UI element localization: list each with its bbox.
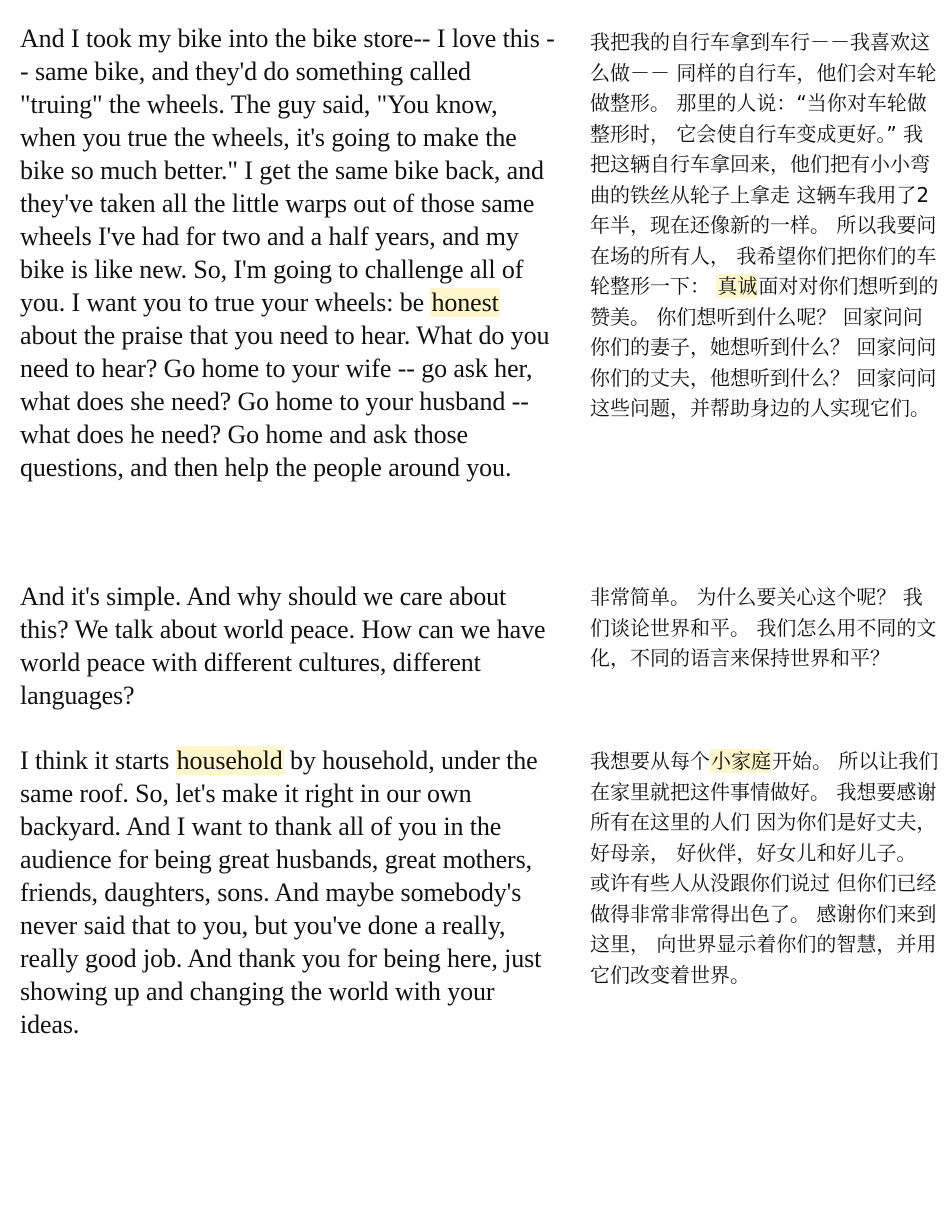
highlighted-word[interactable]: household (176, 746, 283, 775)
highlighted-word[interactable]: honest (431, 288, 499, 317)
english-text: by household, under the same roof. So, let's make it right in our own backyard. And I want to thank all of you in the audience for being great husbands, great mothers, friends, daughters, sons. And maybe somebody's never said that to you, but you've done a really, really good job. And thank you for being here, just showing up and changing the world with your ideas. (20, 746, 542, 1039)
chinese-paragraph (590, 582, 942, 674)
english-text: And I took my bike into the bike store-- I love this -- same bike, and they'd do something called "truing" the wheels. The guy said, "You know, when you true the wheels, it's going to make the bike so much better." I get the same bike back, and they've taken all the little warps out of those same wheels I've had for two and a half years, and my bike is like new. So, I'm going to challenge all of you. I want you to true your wheels: be (20, 24, 555, 317)
chinese-text: 非常简单。 为什么要关心这个呢？ 我们谈论世界和平。 我们怎么用不同的文化，不同的语言来保持世界和平？ (590, 585, 937, 670)
highlighted-word[interactable]: 真诚 (717, 274, 758, 298)
chinese-text: 开始。 所以让我们在家里就把这件事情做好。 我想要感谢所有在这里的人们 因为你们是好丈夫，好母亲， 好伙伴，好女儿和好儿子。 或许有些人从没跟你们说过 但你们已经做得非常非常得出色了。 感谢你们来到这里， 向世界显示着你们的智慧，并用它们改变着世界。 (590, 749, 939, 987)
chinese-text: 我想要从每个 (590, 749, 710, 773)
english-text: I think it starts (20, 746, 176, 775)
english-paragraph (20, 22, 556, 484)
english-paragraph (20, 580, 556, 712)
chinese-text: 面对对你们想听到的赞美。 你们想听到什么呢？ 回家问问你们的妻子，她想听到什么？ 回家问问你们的丈夫，他想听到什么？ 回家问问这些问题，并帮助身边的人实现它们。 (590, 274, 939, 420)
chinese-paragraph (590, 27, 942, 424)
highlighted-word[interactable]: 小家庭 (711, 749, 771, 773)
english-text: And it's simple. And why should we care about this? We talk about world peace. How can we have world peace with different cultures, different languages? (20, 582, 546, 710)
chinese-paragraph (590, 746, 942, 990)
english-paragraph (20, 744, 556, 1041)
chinese-text: 我把我的自行车拿到车行－－我喜欢这么做－－ 同样的自行车，他们会对车轮做整形。 那里的人说：“当你对车轮做整形时， 它会使自行车变成更好。” 我把这辆自行车拿回来，他们把有小小弯曲的铁丝从轮子上拿走 这辆车我用了2年半，现在还像新的一样。 所以我要问在场的所有人， 我希望你们把你们的车轮整形一下： (590, 30, 937, 298)
english-text: about the praise that you need to hear. What do you need to hear? Go home to your wife -- go ask her, what does she need? Go home to your husband -- what does he need? Go home and ask those questions, and then help the people around you. (20, 321, 550, 482)
